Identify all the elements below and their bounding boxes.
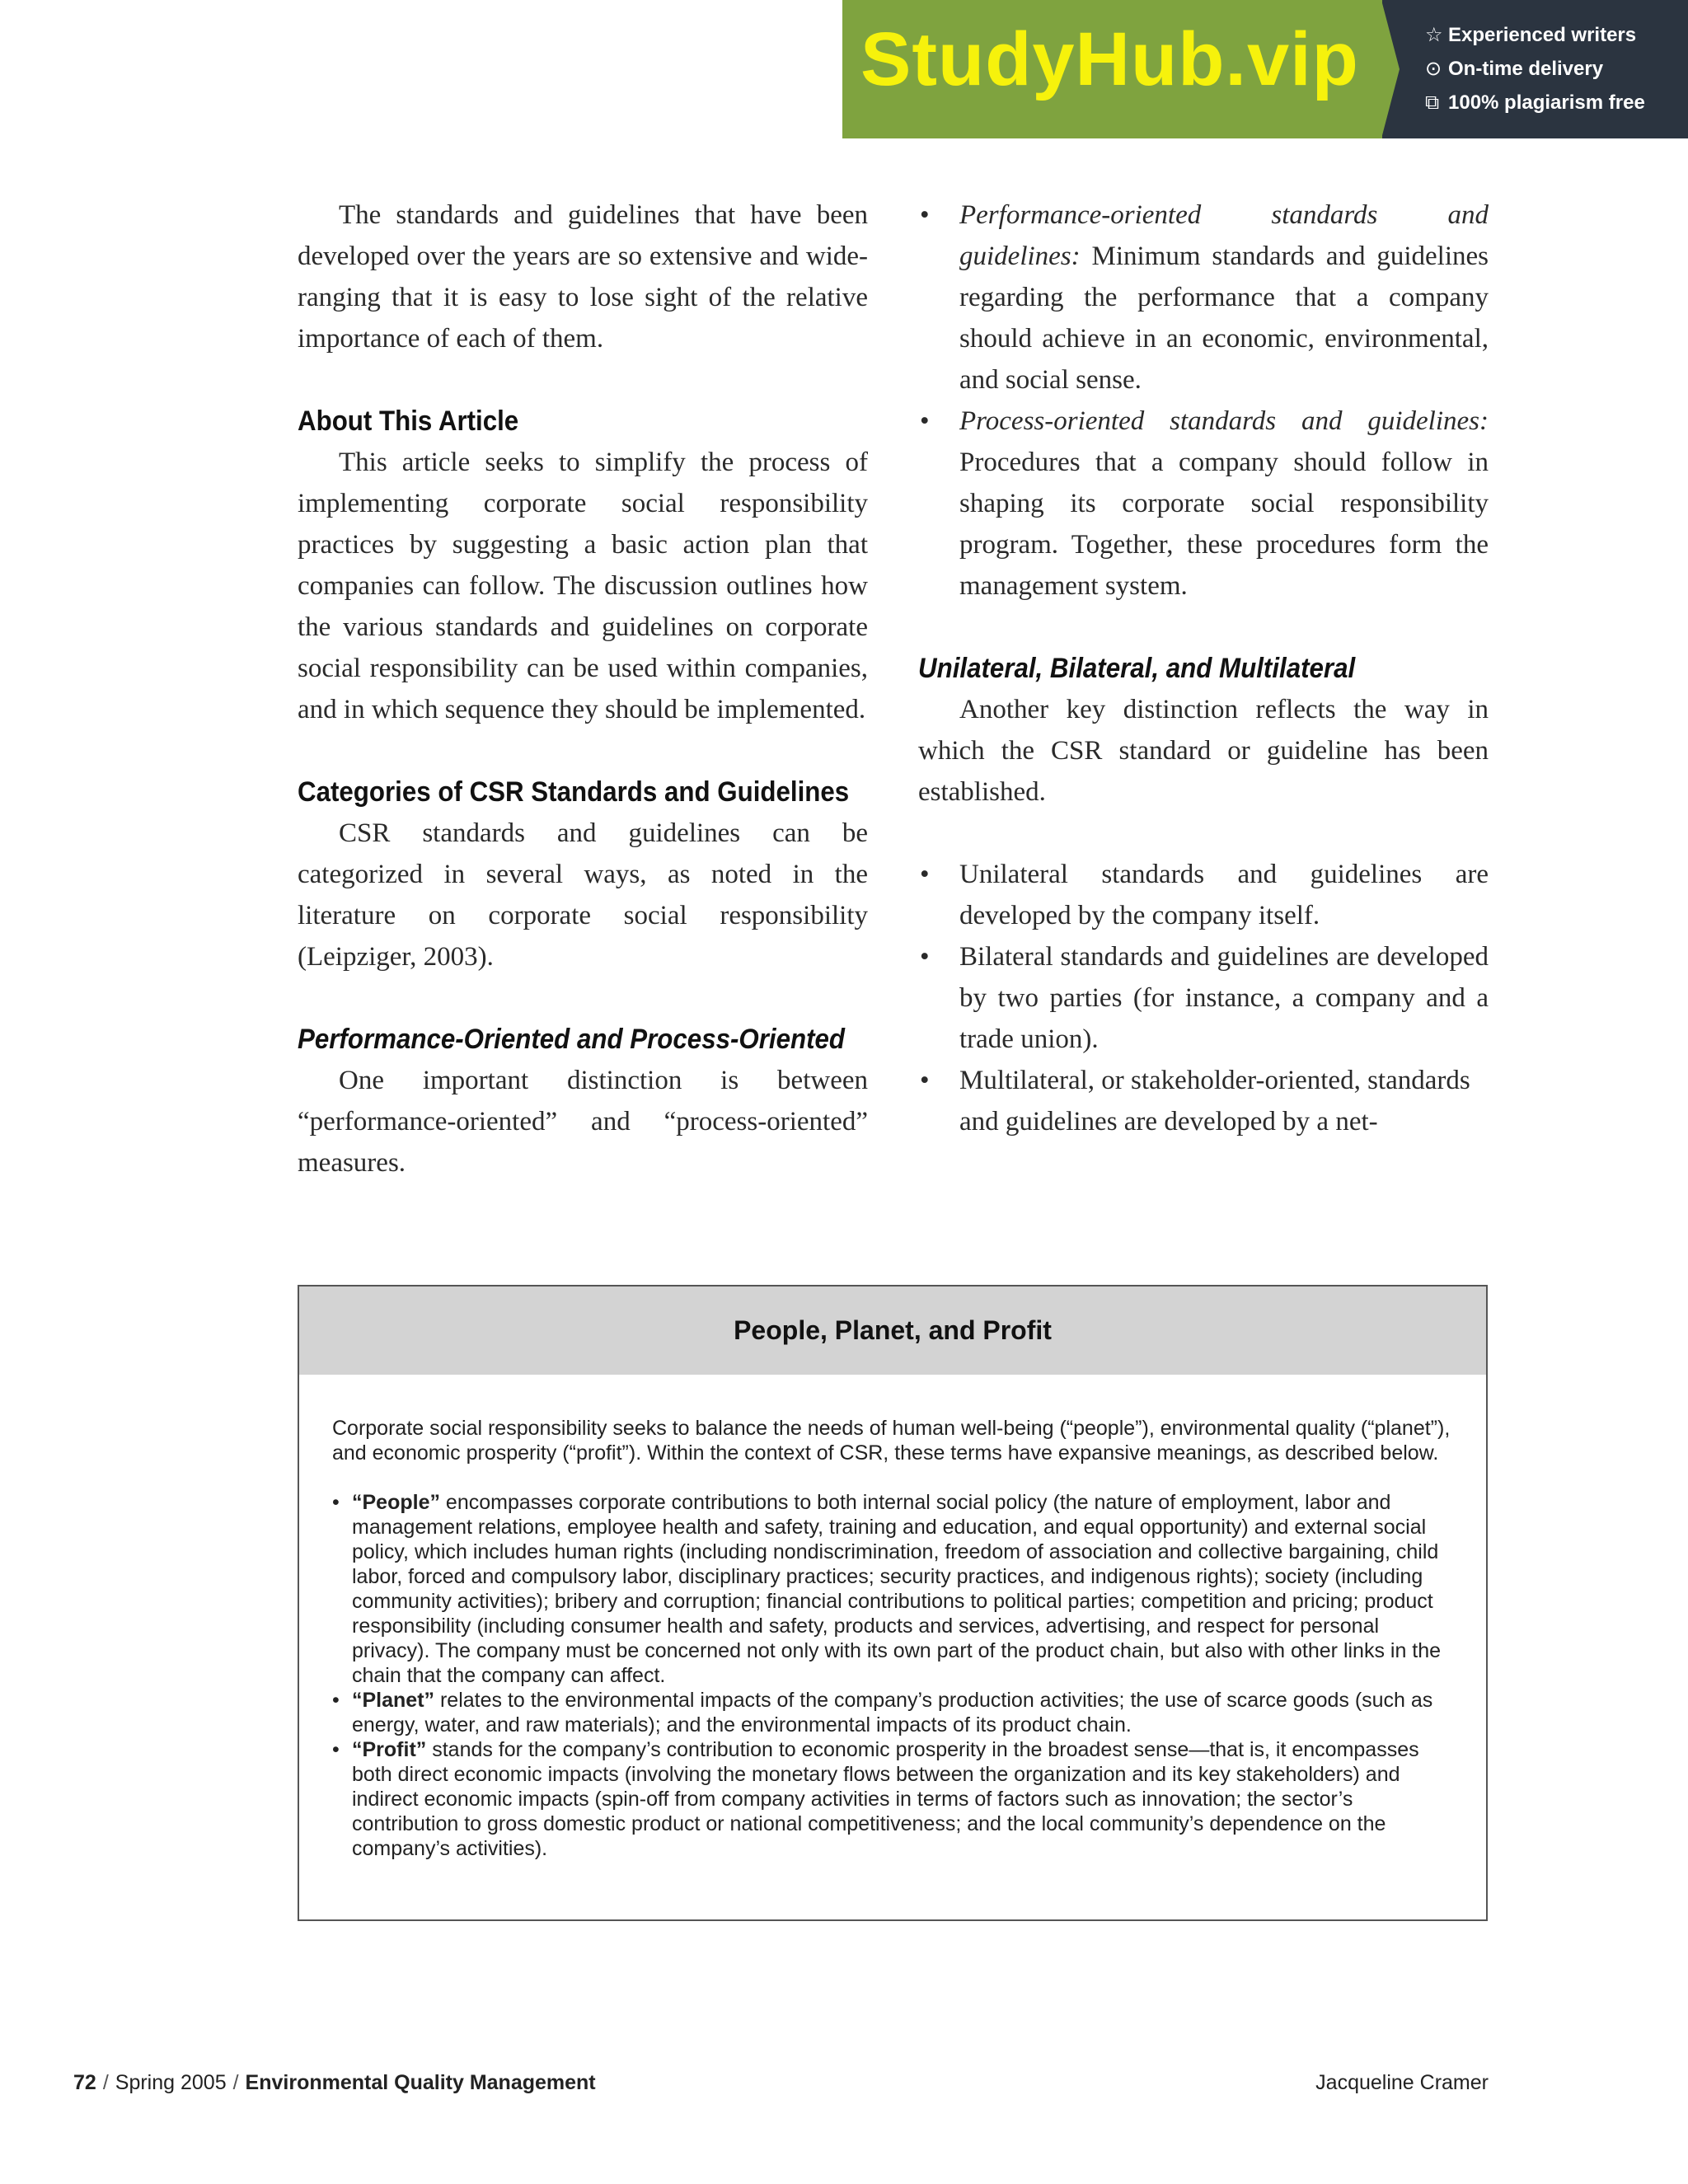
intro-paragraph: The standards and guidelines that have been developed over the years are so extensive and wide-ranging that it is easy to lose sight of the relative importance of each of them.	[298, 200, 868, 354]
author-name: Jacqueline Cramer	[1315, 2071, 1489, 2094]
sidebar-item-profit	[332, 1737, 1453, 1861]
categories-heading: Categories of CSR Standards and Guidelines	[298, 776, 850, 808]
banner-features-panel	[1382, 0, 1688, 138]
clock-icon: ⊙	[1425, 58, 1442, 80]
ad-banner[interactable]	[842, 0, 1688, 138]
sidebar-title: People, Planet, and Profit	[299, 1286, 1486, 1375]
categories-paragraph: CSR standards and guidelines can be categorized in several ways, as noted in the literature on corporate social responsibility (Leipziger, 2003).	[298, 818, 868, 972]
unilateral-paragraph: Another key distinction reflects the way in which the CSR standard or guideline has been established.	[918, 695, 1489, 807]
list-item: • Multilateral, or stakeholder-oriented, standards and guidelines are developed by a net-	[918, 1060, 1489, 1142]
banner-feature-label: Experienced writers	[1448, 24, 1637, 46]
issue-label: Spring 2005	[115, 2071, 227, 2094]
page-number: 72	[73, 2071, 96, 2094]
sidebar-body	[299, 1416, 1486, 1861]
left-column	[298, 194, 868, 1183]
about-paragraph: This article seeks to simplify the process of implementing corporate social responsibility practices by suggesting a basic action plan that companies can follow. The discussion outlines how the various standards and guidelines on corporate social responsibility can be used within companies, and in which sequence they should be implemented.	[298, 448, 868, 724]
list-item	[918, 401, 1489, 607]
sidebar-item-text: encompasses corporate contributions to both internal social policy (the nature of employment, labor and management relations, employee health and safety, training and education, and equal opportunity) and external social policy, which includes human rights (including nondiscrimination, freedom of association and collective bargaining, child labor, forced and compulsory labor, disciplinary practices; security practices, and indigenous rights); society (including community activities); bribery and corruption; financial contributions to political parties; competition and pricing; product responsibility (including consumer health and safety, products and services, advertising, and respect for personal privacy). The company must be concerned not only with its own part of the product chain, but also with other links in the chain that the company can affect.	[352, 1491, 1442, 1687]
sidebar-item-text: relates to the environmental impacts of the company’s production activities; the use of scarce goods (such as energy, water, and raw materials); and the environmental impacts of its product chain.	[352, 1689, 1433, 1736]
banner-logo-panel	[842, 0, 1382, 138]
sidebar-item-term: “Planet”	[352, 1689, 435, 1712]
list-item-text: Procedures that a company should follow in shaping its corporate social responsibility program. Together, these procedures form the management system.	[959, 448, 1489, 601]
banner-feature	[1425, 21, 1645, 55]
performance-paragraph: One important distinction is between “performance-oriented” and “process-oriented” measures.	[298, 1066, 868, 1178]
sidebar-list	[332, 1490, 1453, 1861]
footer-citation	[73, 2071, 596, 2095]
about-heading: About This Article	[298, 405, 519, 437]
sidebar-item-term: “Profit”	[352, 1738, 427, 1761]
sidebar-item-planet	[332, 1688, 1453, 1737]
performance-heading: Performance-Oriented and Process-Oriented	[298, 1024, 846, 1055]
list-item	[918, 194, 1489, 401]
list-item-text: Minimum standards and guidelines regarding the performance that a company should achieve in an economic, environmental, and social sense.	[959, 241, 1489, 395]
sidebar-item-people	[332, 1490, 1453, 1688]
sidebar-box	[298, 1285, 1488, 1921]
right-column	[918, 194, 1489, 1142]
unilateral-heading: Unilateral, Bilateral, and Multilateral	[918, 653, 1356, 684]
banner-features	[1425, 21, 1645, 123]
star-icon: ☆	[1425, 24, 1443, 46]
copy-icon: ⧉	[1425, 91, 1440, 114]
sidebar-item-text: stands for the company’s contribution to economic prosperity in the broadest sense—that is, it encompasses both direct economic impacts (involving the monetary flows between the organization and its key stakeholders) and indirect economic impacts (spin-off from company activities in terms of factors such as innovation; the sector’s contribution to gross domestic product or national competitiveness; and the local community’s dependence on the company’s activities).	[352, 1738, 1419, 1860]
list-item-term: Performance-oriented standards and guidelines:	[959, 200, 1489, 271]
banner-logo: StudyHub.vip	[860, 17, 1359, 101]
lateral-list	[918, 854, 1489, 1142]
list-item: • Bilateral standards and guidelines are developed by two parties (for instance, a company and a trade union).	[918, 936, 1489, 1060]
banner-feature-label: 100% plagiarism free	[1448, 91, 1645, 114]
list-item: • Unilateral standards and guidelines are developed by the company itself.	[918, 854, 1489, 936]
sidebar-intro: Corporate social responsibility seeks to balance the needs of human well-being (“people”), environmental quality (“planet”), and economic prosperity (“profit”). Within the context of CSR, these terms have expansive meanings, as described below.	[332, 1417, 1451, 1465]
sidebar-item-term: “People”	[352, 1491, 440, 1514]
footer-separator: /	[232, 2071, 239, 2094]
footer-separator: /	[102, 2071, 109, 2094]
oriented-list	[918, 194, 1489, 607]
journal-title: Environmental Quality Management	[245, 2071, 596, 2094]
list-item-term: Process-oriented standards and guidelines:	[959, 406, 1489, 436]
banner-feature	[1425, 55, 1645, 89]
banner-feature-label: On-time delivery	[1448, 58, 1604, 80]
banner-feature	[1425, 89, 1645, 123]
